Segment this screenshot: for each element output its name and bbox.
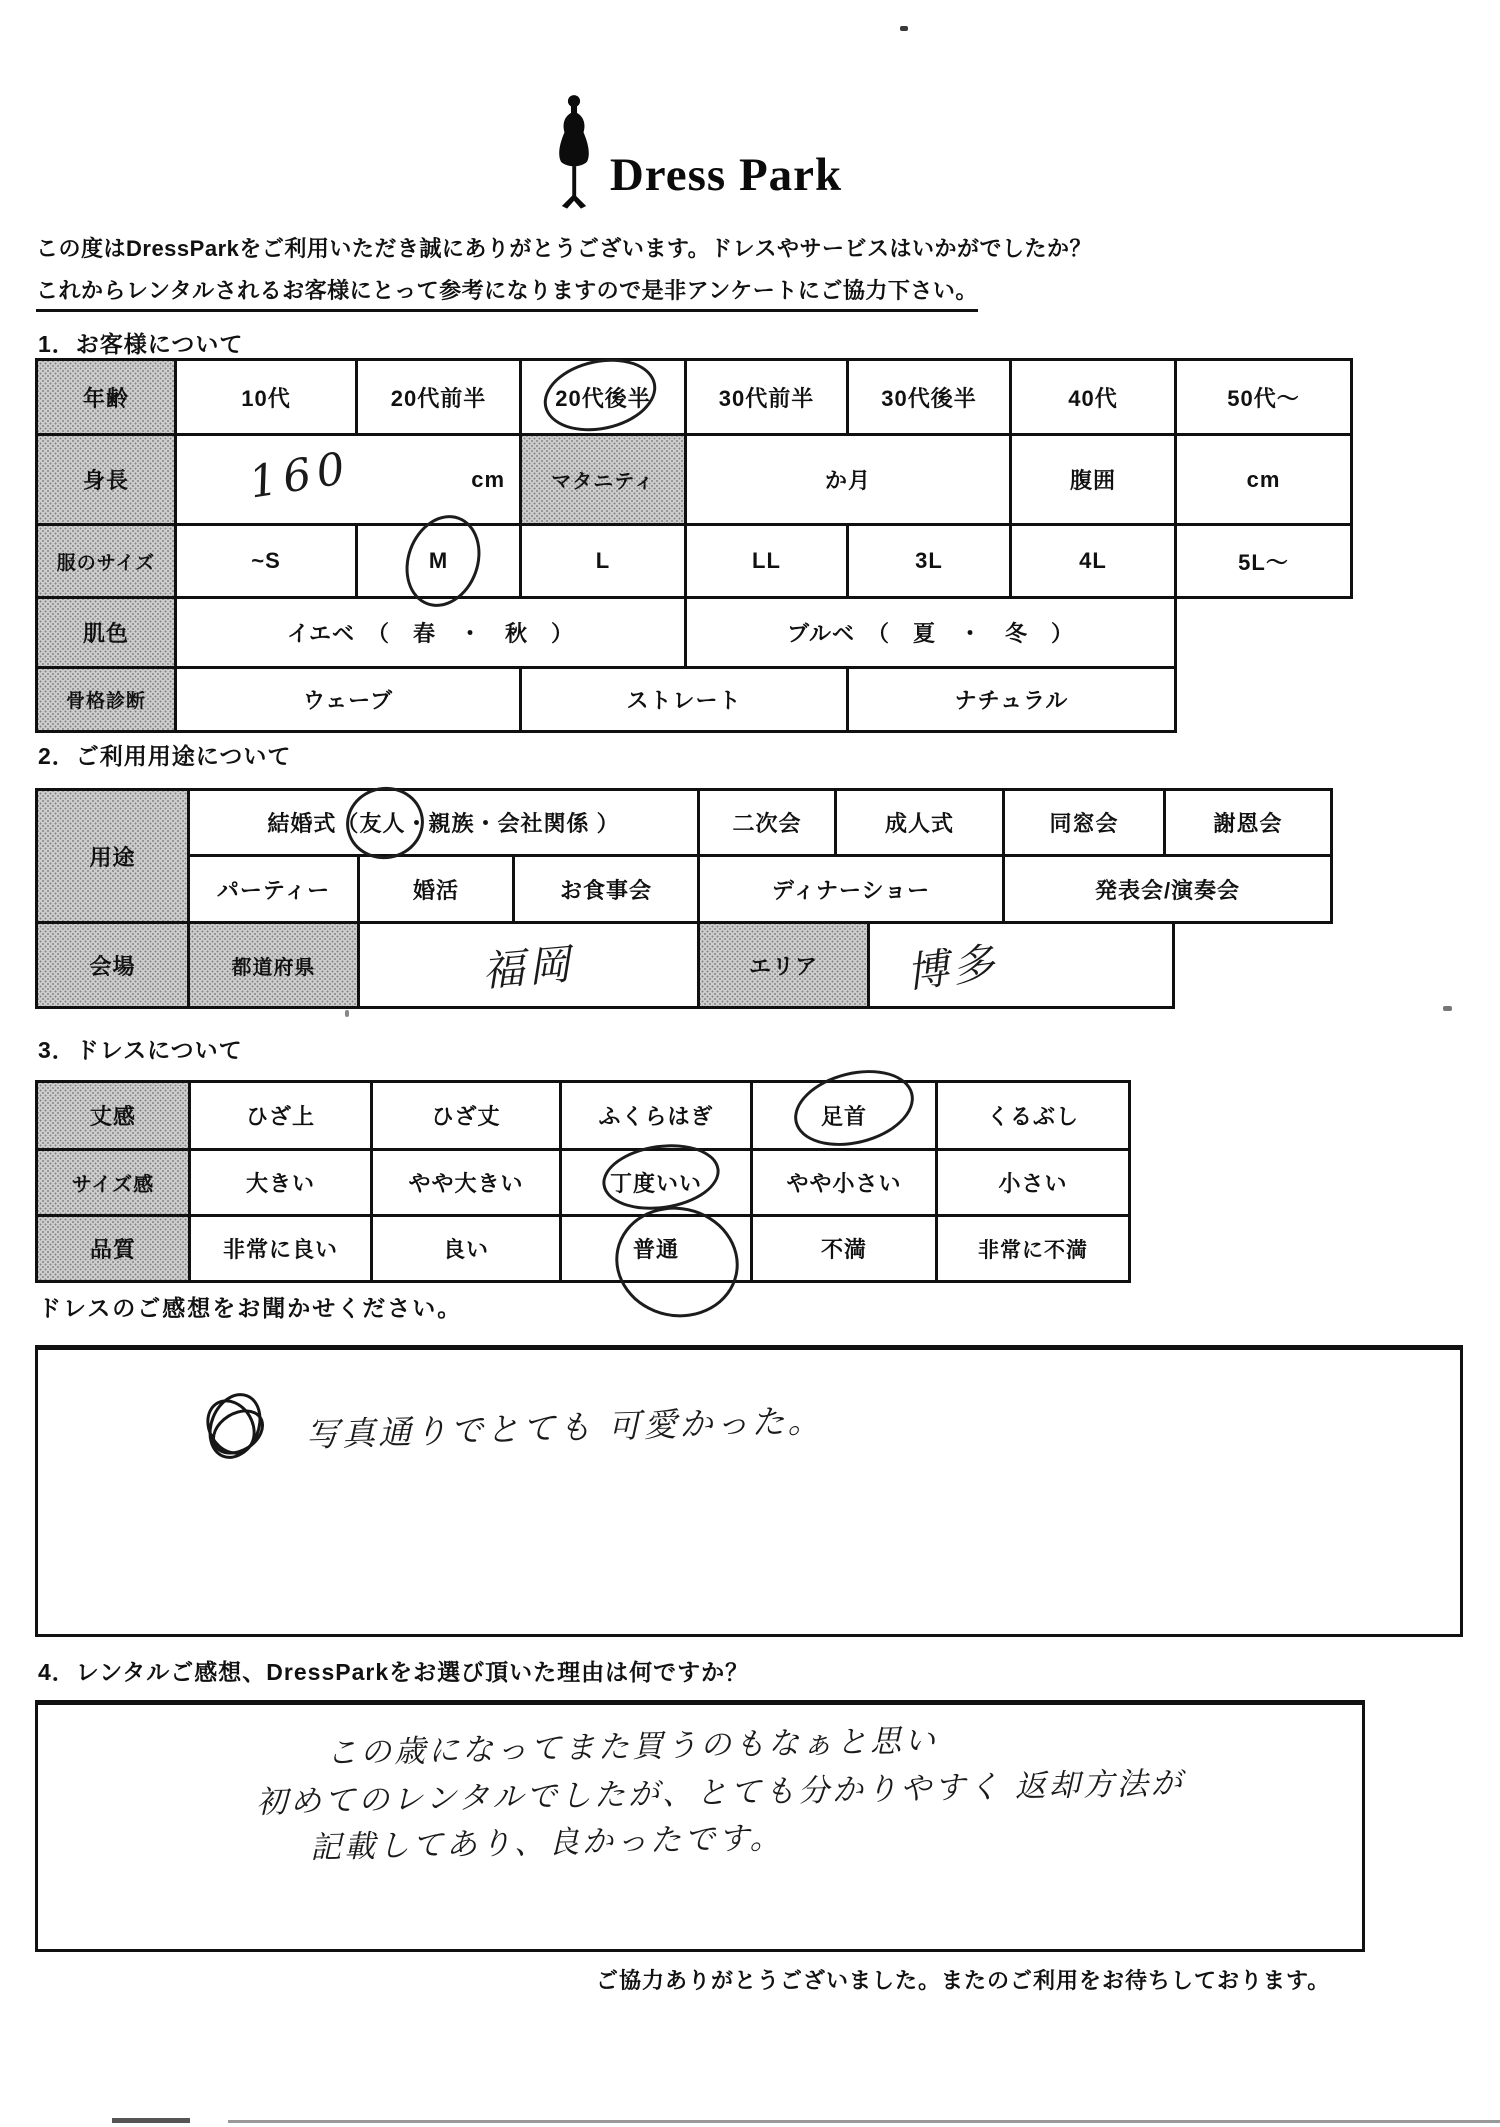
fit-option-small: 小さい	[935, 1148, 1131, 1217]
section2-title: 2．ご利用用途について	[38, 743, 292, 769]
closing-message: ご協力ありがとうございました。またのご利用をお待ちしております。	[596, 1968, 1331, 1993]
purpose-option-dinner-meeting: お食事会	[512, 854, 700, 924]
height-row-label: 身長	[35, 433, 177, 526]
purpose-option-konkatsu: 婚活	[357, 854, 515, 924]
fit-option-slightly-large: やや大きい	[370, 1148, 562, 1217]
purpose-option-dinner-show: ディナーショー	[697, 854, 1005, 924]
skin-option-yellow-base: イエベ （ 春 ・ 秋 ）	[174, 596, 687, 669]
frame-row-label: 骨格診断	[35, 666, 177, 733]
intro-line-1: この度はDressParkをご利用いただき誠にありがとうございます。ドレスやサービスはいかがでしたか？	[36, 236, 1092, 261]
dress-form-icon	[548, 92, 600, 216]
prefecture-value-cell	[357, 921, 700, 1009]
height-handwritten-value: 160	[245, 442, 355, 509]
purpose-option-afterparty: 二次会	[697, 788, 837, 857]
size-row-label: 服のサイズ	[35, 523, 177, 599]
length-option-ankle	[750, 1080, 938, 1151]
fit-option-slightly-small: やや小さい	[750, 1148, 938, 1217]
purpose-row-label: 用途	[35, 788, 190, 924]
size-option-m	[355, 523, 522, 599]
quality-option-average	[559, 1214, 753, 1283]
area-value-cell	[867, 921, 1175, 1009]
scan-speck	[1443, 1006, 1452, 1011]
length-option-anklebone: くるぶし	[935, 1080, 1131, 1151]
age-option-10s: 10代	[174, 358, 358, 436]
quality-option-very-good: 非常に良い	[188, 1214, 373, 1283]
height-unit-label: cm	[471, 466, 505, 492]
quality-row-label: 品質	[35, 1214, 191, 1283]
section3-title: 3．ドレスについて	[38, 1037, 243, 1063]
scan-edge-line	[228, 2120, 1500, 2123]
scan-speck	[900, 26, 908, 31]
purpose-option-wedding	[187, 788, 700, 857]
size-option-5l: 5L～	[1174, 523, 1353, 599]
fit-option-label: 丁度いい	[609, 1171, 702, 1196]
quality-option-good: 良い	[370, 1214, 562, 1283]
age-option-20s-early: 20代前半	[355, 358, 522, 436]
wedding-suffix: ・親族・会社関係 ）	[405, 811, 620, 836]
skin-row-label: 肌色	[35, 596, 177, 669]
length-option-knee: ひざ丈	[370, 1080, 562, 1151]
prefecture-handwritten-value: 福岡	[480, 939, 577, 996]
age-option-40s: 40代	[1009, 358, 1177, 436]
age-option-30s-late: 30代後半	[846, 358, 1012, 436]
skin-option-blue-base: ブルベ （ 夏 ・ 冬 ）	[684, 596, 1177, 669]
usage-table	[35, 788, 1333, 1009]
age-option-50s: 50代～	[1174, 358, 1353, 436]
scan-edge-line	[112, 2118, 190, 2123]
quality-option-very-dissatisfied: 非常に不満	[935, 1214, 1131, 1283]
frame-option-wave: ウェーブ	[174, 666, 522, 733]
selection-circle	[605, 1195, 749, 1328]
age-option-30s-early: 30代前半	[684, 358, 849, 436]
height-value-cell	[174, 433, 522, 526]
length-row-label: 丈感	[35, 1080, 191, 1151]
frame-option-straight: ストレート	[519, 666, 849, 733]
rental-feedback-box	[35, 1700, 1365, 1952]
area-label: エリア	[697, 921, 870, 1009]
dress-feedback-box	[35, 1345, 1463, 1637]
venue-row-label: 会場	[35, 921, 190, 1009]
quality-option-label: 普通	[632, 1237, 679, 1262]
rental-answer-line-2: 初めてのレンタルでしたが、とても分かりやすく 返却方法が	[255, 1765, 1186, 1821]
section1-title: 1．お客様について	[38, 331, 244, 357]
age-option-20s-late	[519, 358, 687, 436]
scribble-mark	[206, 1390, 264, 1462]
quality-option-dissatisfied: 不満	[750, 1214, 938, 1283]
rental-answer-line-1: この歳になってまた買うのもなぁと思い	[325, 1722, 939, 1772]
size-option-4l: 4L	[1009, 523, 1177, 599]
dress-feedback-label: ドレスのご感想をお聞かせください。	[38, 1295, 463, 1321]
area-handwritten-value: 博多	[903, 937, 1001, 998]
customer-table	[35, 358, 1353, 736]
purpose-option-reunion: 同窓会	[1002, 788, 1166, 857]
waist-label: 腹囲	[1009, 433, 1177, 526]
frame-option-natural: ナチュラル	[846, 666, 1177, 733]
size-option-label: M	[428, 548, 449, 573]
prefecture-label: 都道府県	[187, 921, 360, 1009]
intro-line-2: これからレンタルされるお客様にとって参考になりますので是非アンケートにご協力下さい。	[36, 274, 978, 312]
dress-feedback-answer: 写真通りでとても 可愛かった。	[305, 1400, 824, 1455]
length-option-above-knee: ひざ上	[188, 1080, 373, 1151]
rental-answer-line-3: 記載してあり、良かったです。	[309, 1820, 784, 1866]
dress-table	[35, 1080, 1131, 1283]
size-option-l: L	[519, 523, 687, 599]
length-option-calf: ふくらはぎ	[559, 1080, 753, 1151]
purpose-option-coming-of-age: 成人式	[834, 788, 1005, 857]
size-option-3l: 3L	[846, 523, 1012, 599]
purpose-option-party: パーティー	[187, 854, 360, 924]
scan-speck	[345, 1010, 349, 1017]
age-row-label: 年齢	[35, 358, 177, 436]
fit-option-large: 大きい	[188, 1148, 373, 1217]
maternity-months-cell: か月	[684, 433, 1012, 526]
purpose-option-thanks-party: 謝恩会	[1163, 788, 1333, 857]
purpose-option-recital: 発表会/演奏会	[1002, 854, 1333, 924]
brand-logo	[0, 92, 1445, 216]
waist-unit-cell: cm	[1174, 433, 1353, 526]
maternity-label: マタニティ	[519, 433, 687, 526]
wedding-circled-option: 友人	[359, 811, 406, 836]
length-option-label: 足首	[820, 1104, 867, 1129]
section4-title: 4．レンタルご感想、DressParkをお選び頂いた理由は何ですか？	[38, 1659, 750, 1685]
wedding-prefix: 結婚式（	[267, 811, 360, 836]
fit-option-just-right	[559, 1148, 753, 1217]
size-option-ll: LL	[684, 523, 849, 599]
age-option-label: 20代後半	[555, 385, 651, 411]
fit-row-label: サイズ感	[35, 1148, 191, 1217]
size-option-s: ~S	[174, 523, 358, 599]
brand-name: Dress Park	[609, 149, 843, 201]
